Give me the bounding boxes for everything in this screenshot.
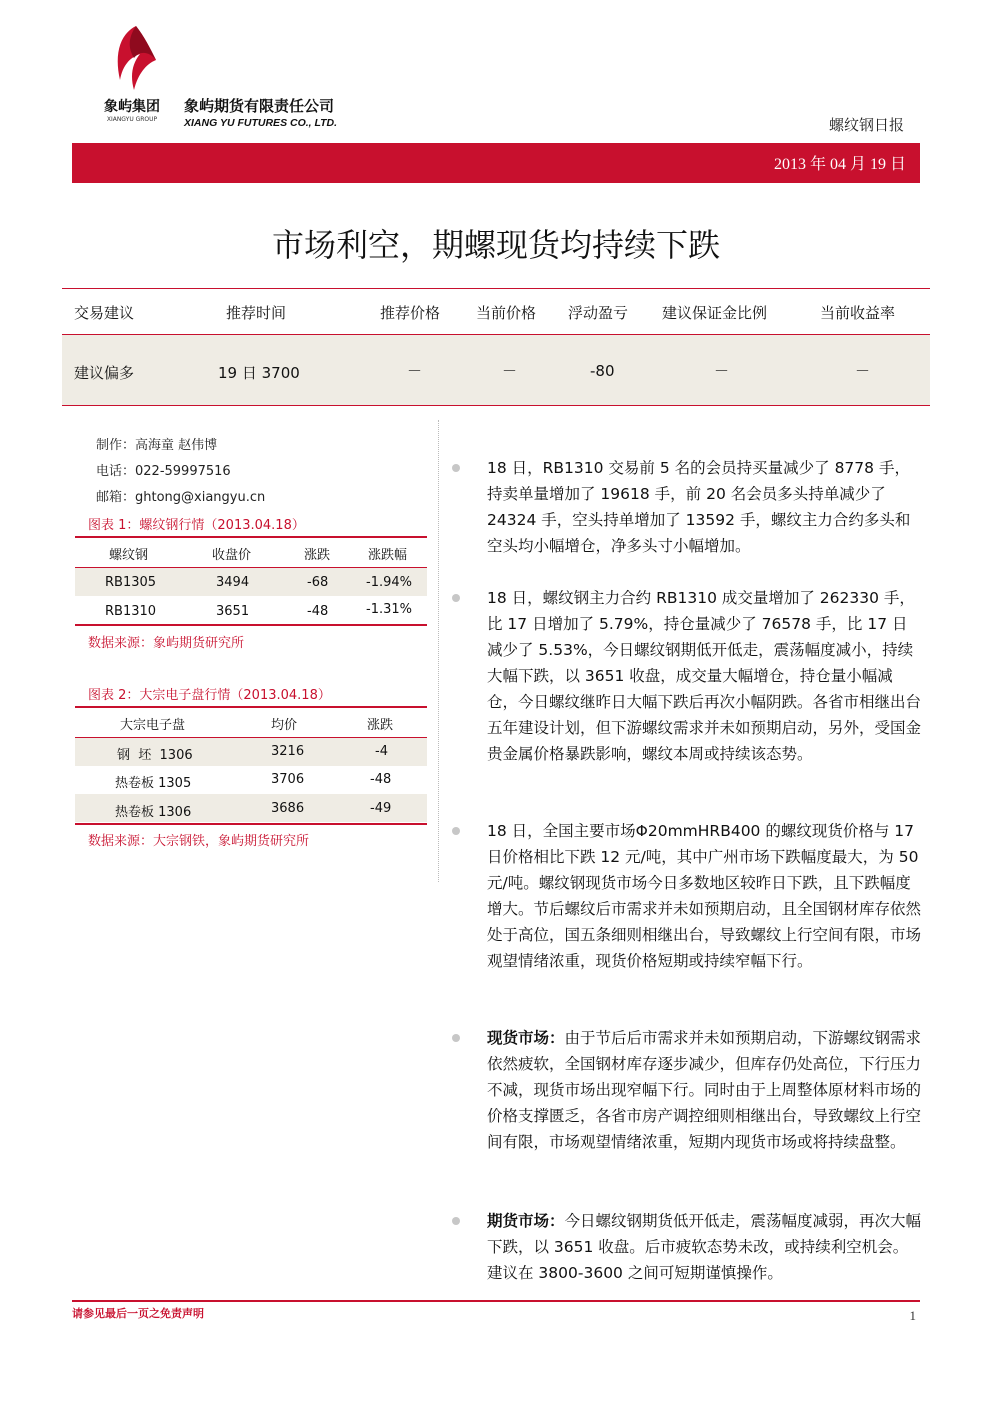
table2-title: 图表 2：大宗电子盘行情（2013.04.18） <box>88 688 331 703</box>
table-cell: 热卷板 1305 <box>115 776 192 791</box>
recommendation-table <box>62 288 930 406</box>
bullet-icon <box>452 464 460 472</box>
data-cell: － <box>855 362 871 380</box>
bullet-icon <box>452 1217 460 1225</box>
logo-text-en: XIANGYU GROUP <box>106 116 158 123</box>
footer-rule <box>72 1300 920 1302</box>
header-cell: 收盘价 <box>212 548 252 563</box>
table1-source: 数据来源：象屿期货研究所 <box>88 636 245 651</box>
table-cell: 3706 <box>271 772 305 787</box>
table-cell: 3216 <box>271 744 305 759</box>
bullet-icon <box>452 1034 460 1042</box>
table-rule <box>75 567 427 568</box>
header-cell: 涨跌 <box>304 548 331 563</box>
column-divider <box>438 420 439 882</box>
header-cell: 推荐时间 <box>226 304 287 322</box>
email-link[interactable]: 邮箱：ghtong@xiangyu.cn <box>96 490 266 505</box>
header-cell: 大宗电子盘 <box>120 718 186 733</box>
data-cell: － <box>407 362 423 380</box>
table-cell: -68 <box>307 575 329 590</box>
company-logo <box>96 24 168 124</box>
table-cell: RB1305 <box>105 575 157 590</box>
page-number: 1 <box>909 1308 916 1323</box>
table-cell: -4 <box>375 744 388 759</box>
header-cell: 螺纹钢 <box>109 548 149 563</box>
phone-info: 电话：022-59997516 <box>96 464 231 479</box>
paragraph-text: 今日螺纹钢期货低开低走，震荡幅度减弱，再次大幅下跌，以 3651 收盘。后市疲软态势未改，或持续利空机会。建议在 3800-3600 之间可短期谨慎操作。 <box>487 1212 922 1282</box>
header-cell: 建议保证金比例 <box>662 304 768 322</box>
logo-text-cn: 象屿集团 <box>104 99 160 115</box>
table2 <box>75 706 427 826</box>
divider <box>62 334 930 335</box>
table-rule <box>75 737 427 738</box>
header-cell: 浮动盈亏 <box>568 304 629 322</box>
company-name-cn: 象屿期货有限责任公司 <box>184 97 335 115</box>
company-name-en: XIANG YU FUTURES CO., LTD. <box>184 117 338 129</box>
spot-market-paragraph <box>487 1025 922 1155</box>
page-title: 市场利空，期螺现货均持续下跌 <box>271 226 720 264</box>
data-cell: 建议偏多 <box>74 364 135 382</box>
data-cell: － <box>714 362 730 380</box>
header-cell: 当前收益率 <box>820 304 896 322</box>
table-rule <box>75 624 427 626</box>
table1-title: 图表 1：螺纹钢行情（2013.04.18） <box>88 518 305 533</box>
paragraph-text: 18 日，螺纹钢主力合约 RB1310 成交量增加了 262330 手，比 17 日增加了 5.79%，持仓量减少了 76578 手，比 17 日减少了 5.53%，今日螺纹钢期低开低走，震荡幅度减小，持续大幅下跌，以 3651 收盘，成交量大幅增仓，持仓量小幅减仓，今日螺纹继昨日大幅下跌后再次小幅阴跌。各省市相继出台五年建设计划，但下游螺纹需求并未如预期启动，另外，受国金贵金属价格暴跌影响，螺纹本周或持续该态势。 <box>487 589 922 763</box>
report-date: 2013 年 04 月 19 日 <box>773 156 906 173</box>
table-row-shade <box>62 335 930 405</box>
divider <box>62 405 930 406</box>
paragraph-label: 现货市场： <box>487 1029 565 1047</box>
header-cell: 均价 <box>271 718 298 733</box>
paragraph-text: 18 日，RB1310 交易前 5 名的会员持买量减少了 8778 手，持卖单量增加了 19618 手，前 20 名会员多头持单减少了 24324 手，空头持单增加了 13592 手，螺纹主力合约多头和空头均小幅增仓，净多头寸小幅增加。 <box>487 459 911 555</box>
header-cell: 涨跌 <box>367 718 394 733</box>
divider <box>62 288 930 289</box>
table-cell: 钢 坯 1306 <box>117 748 193 763</box>
table-rule <box>75 823 427 825</box>
analysis-paragraph <box>487 455 922 559</box>
table-rule <box>75 536 427 538</box>
table1 <box>75 536 427 628</box>
table-cell: 3494 <box>216 575 250 590</box>
table2-source: 数据来源：大宗钢铁，象屿期货研究所 <box>88 834 310 849</box>
header-cell: 交易建议 <box>74 304 135 322</box>
bullet-icon <box>452 594 460 602</box>
header-cell: 当前价格 <box>476 304 537 322</box>
paragraph-text: 由于节后后市需求并未如预期启动，下游螺纹钢需求依然疲软，全国钢材库存逐步减少，但库存仍处高位，下行压力不减，现货市场出现窄幅下行。同时由于上周整体原材料市场的价格支撑匮乏，各省市房产调控细则相继出台，导致螺纹上行空间有限，市场观望情绪浓重，短期内现货市场或将持续盘整。 <box>487 1029 922 1151</box>
table-rule <box>75 706 427 708</box>
paragraph-text: 18 日，全国主要市场Φ20mmHRB400 的螺纹现货价格与 17 日价格相比下跌 12 元/吨，其中广州市场下跌幅度最大，为 50 元/吨。螺纹钢现货市场今日多数地区较昨日下跌，且下跌幅度增大。节后螺纹后市需求并未如预期启动，且全国钢材库存依然处于高位，国五条细则相继出台，导致螺纹上行空间有限，市场观望情绪浓重，现货价格短期或持续窄幅下行。 <box>487 822 922 970</box>
logo-emblem-icon <box>106 24 158 96</box>
table-cell: 热卷板 1306 <box>115 805 192 820</box>
header-cell: 推荐价格 <box>380 304 441 322</box>
author-info: 制作：高海童 赵伟博 <box>96 438 218 453</box>
paragraph-label: 期货市场： <box>487 1212 565 1230</box>
table-cell: -1.94% <box>366 575 412 590</box>
table-cell: -1.31% <box>366 602 412 617</box>
futures-market-paragraph <box>487 1208 922 1286</box>
data-cell: 19 日 3700 <box>218 364 300 382</box>
table-cell: 3651 <box>216 604 250 619</box>
table-cell: 3686 <box>271 801 305 816</box>
table-cell: -49 <box>370 801 392 816</box>
table-cell: -48 <box>370 772 392 787</box>
bullet-icon <box>452 827 460 835</box>
report-type: 螺纹钢日报 <box>828 116 904 134</box>
analysis-paragraph <box>487 818 922 974</box>
data-cell: -80 <box>590 362 615 380</box>
disclaimer-link[interactable]: 请参见最后一页之免责声明 <box>72 1307 204 1320</box>
table-cell: RB1310 <box>105 604 157 619</box>
data-cell: － <box>502 362 518 380</box>
header-cell: 涨跌幅 <box>368 548 408 563</box>
analysis-paragraph <box>487 585 922 767</box>
table-cell: -48 <box>307 604 329 619</box>
